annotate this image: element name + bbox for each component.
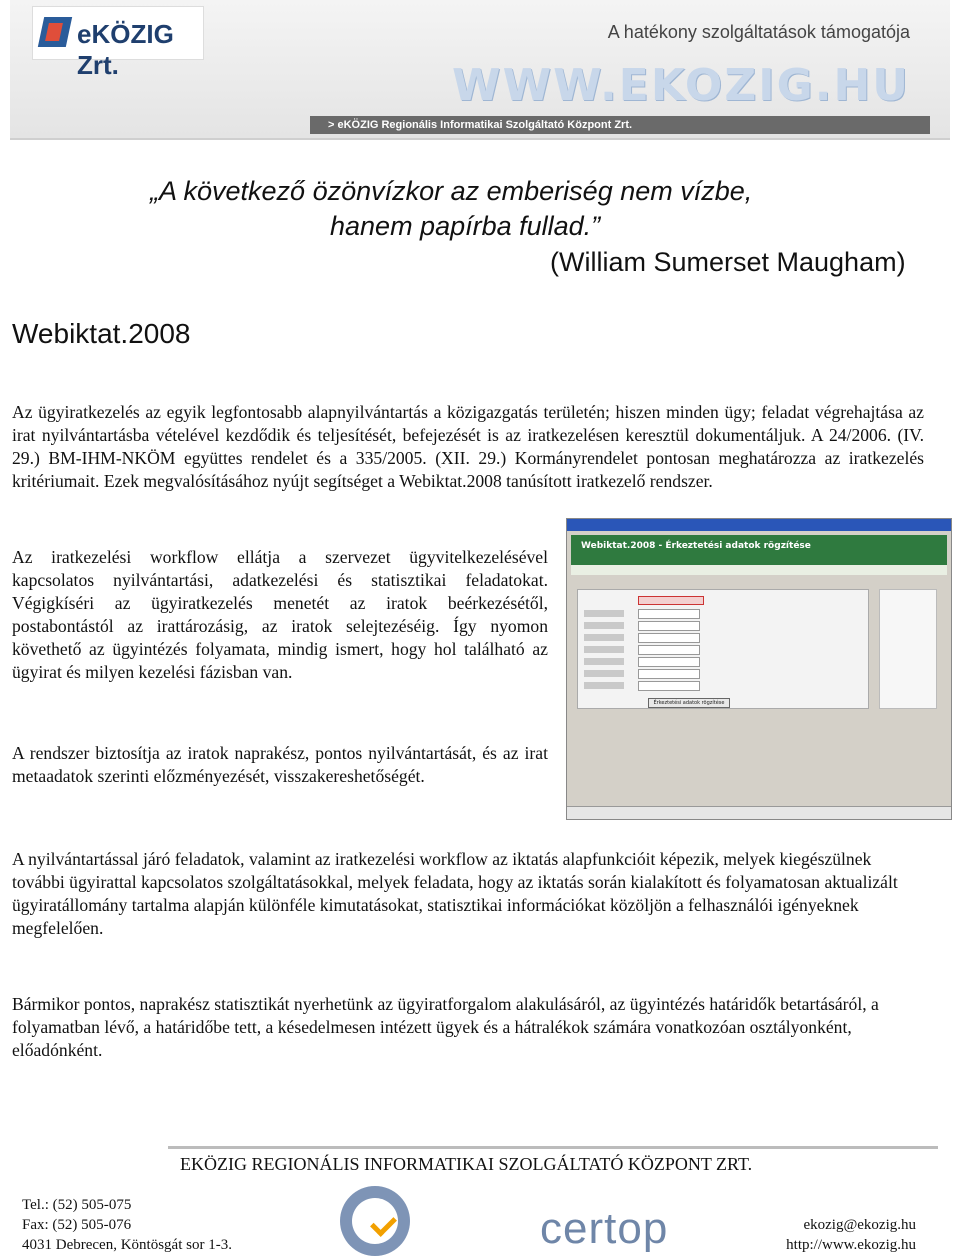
screenshot-field [638, 609, 700, 619]
footer-fax: Fax: (52) 505-076 [22, 1217, 132, 1233]
footer-email[interactable]: ekozig@ekozig.hu [803, 1217, 916, 1233]
paragraph-workflow: Az iratkezelési workflow ellátja a szervezet ügyvitelkezelésével kapcsolatos nyilvántartási, adatkezelési és statisztikai feladatokat. Végigkíséri az ügyiratkezelés menetét az iratok beérkezésétől, postabontástól az irattározásig, az iratok selejtezéséig. Így nyomon követhető az ügyintézés folyamata, mindig ismert, hogy hol található az ügyirat és milyen kezelési fázisban van. [12, 547, 548, 682]
screenshot-label [584, 610, 624, 617]
logo-mark-icon [38, 17, 72, 47]
ekozig-logo [32, 6, 204, 80]
screenshot-titlebar [567, 519, 951, 531]
screenshot-side-panel [879, 589, 937, 709]
footer-company [180, 1154, 752, 1175]
screenshot-field [638, 669, 700, 679]
screenshot-field [638, 681, 700, 691]
screenshot-statusbar [567, 806, 951, 819]
screenshot-label [584, 646, 624, 653]
footer-company-name: KÖZIG REGIONÁLIS INFORMATIKAI SZOLGÁLTATÓ KÖZPONT ZRT. [191, 1154, 753, 1174]
screenshot-field [638, 621, 700, 631]
screenshot-label [584, 634, 624, 641]
screenshot-submit-button [648, 698, 730, 708]
section-title: Webiktat.2008 [12, 318, 191, 349]
banner-tagline: A hatékony szolgáltatások támogatója [607, 22, 910, 42]
screenshot-submit-label: Érkeztetési adatok rögzítése [653, 700, 725, 706]
screenshot-label [584, 670, 624, 677]
quote-line-2: hanem papírba fullad.” [330, 211, 601, 241]
quote-line-1: „A következő özönvízkor az emberiség nem vízbe, [150, 176, 753, 206]
footer-website[interactable]: http://www.ekozig.hu [786, 1237, 916, 1253]
header-banner [10, 0, 950, 140]
paragraph-records: A rendszer biztosítja az iratok naprakész, pontos nyilvántartását, és az irat metaadatok szerinti előzményezését, visszakereshetőségét. [12, 743, 548, 786]
screenshot-label [584, 682, 624, 689]
app-screenshot [566, 518, 952, 820]
screenshot-app-title: Webiktat.2008 - Érkeztetési adatok rögzítése [581, 541, 811, 551]
checkmark-icon [370, 1210, 397, 1237]
banner-strip: > eKÖZIG Regionális Informatikai Szolgáltató Központ Zrt. [310, 116, 930, 134]
screenshot-menu [571, 565, 947, 575]
paragraph-statistics: Bármikor pontos, naprakész statisztikát nyerhetünk az ügyiratforgalom alakulásáról, az ügyintézés határidők betartásáról, a folyamatban lévő, a határidőbe tett, a késedelmesen intézett ügyek és a hátralékok számára vonatkozóan osztályonként, előadónként. [12, 994, 879, 1060]
screenshot-label [584, 658, 624, 665]
screenshot-app-header [571, 535, 947, 565]
certop-logo: certop [540, 1204, 669, 1253]
iso-certification-badge-icon [340, 1186, 410, 1256]
footer-company-initial: E [180, 1154, 191, 1174]
logo-text: eKÖZIG Zrt. [77, 19, 174, 80]
footer-divider [168, 1146, 938, 1149]
screenshot-form [577, 589, 869, 709]
paragraph-functions: A nyilvántartással járó feladatok, valamint az iratkezelési workflow az iktatás alapfunkcióit képezik, melyek kiegészülnek további ügyirattal kapcsolatos szolgáltatásokkal, melyek feladata, hogy az iktatás során kialakított és folyamatosan aktualizált ügyiratállomány tartalma alapján különféle kimutatásokat, statisztikai információkat közöljön a felhasználói igényeknek megfelelően. [12, 849, 898, 938]
footer-address: 4031 Debrecen, Köntösgát sor 1-3. [22, 1237, 232, 1253]
screenshot-label [584, 622, 624, 629]
screenshot-required-field [638, 596, 704, 605]
quote-author: (William Sumerset Maugham) [550, 247, 906, 277]
screenshot-field [638, 645, 700, 655]
footer-tel: Tel.: (52) 505-075 [22, 1197, 132, 1213]
paragraph-intro: Az ügyiratkezelés az egyik legfontosabb alapnyilvántartás a közigazgatás területén; hiszen minden ügy; feladat végrehajtása az irat nyilvántartásba vételével kezdődik és teljesítését, befejezését is az iratkezelésen keresztül dokumentáljuk. A 24/2006. (IV. 29.) BM-IHM-NKÖM együttes rendelet és a 335/2005. (XII. 29.) Kormányrendelet pontosan meghatározza az iratkezelés kritériumait. Ezek megvalósításához nyújt segítséget a Webiktat.2008 tanúsított iratkezelő rendszer. [12, 402, 924, 491]
banner-site: WWW.EKOZIG.HU [452, 60, 910, 111]
screenshot-field [638, 633, 700, 643]
screenshot-field [638, 657, 700, 667]
